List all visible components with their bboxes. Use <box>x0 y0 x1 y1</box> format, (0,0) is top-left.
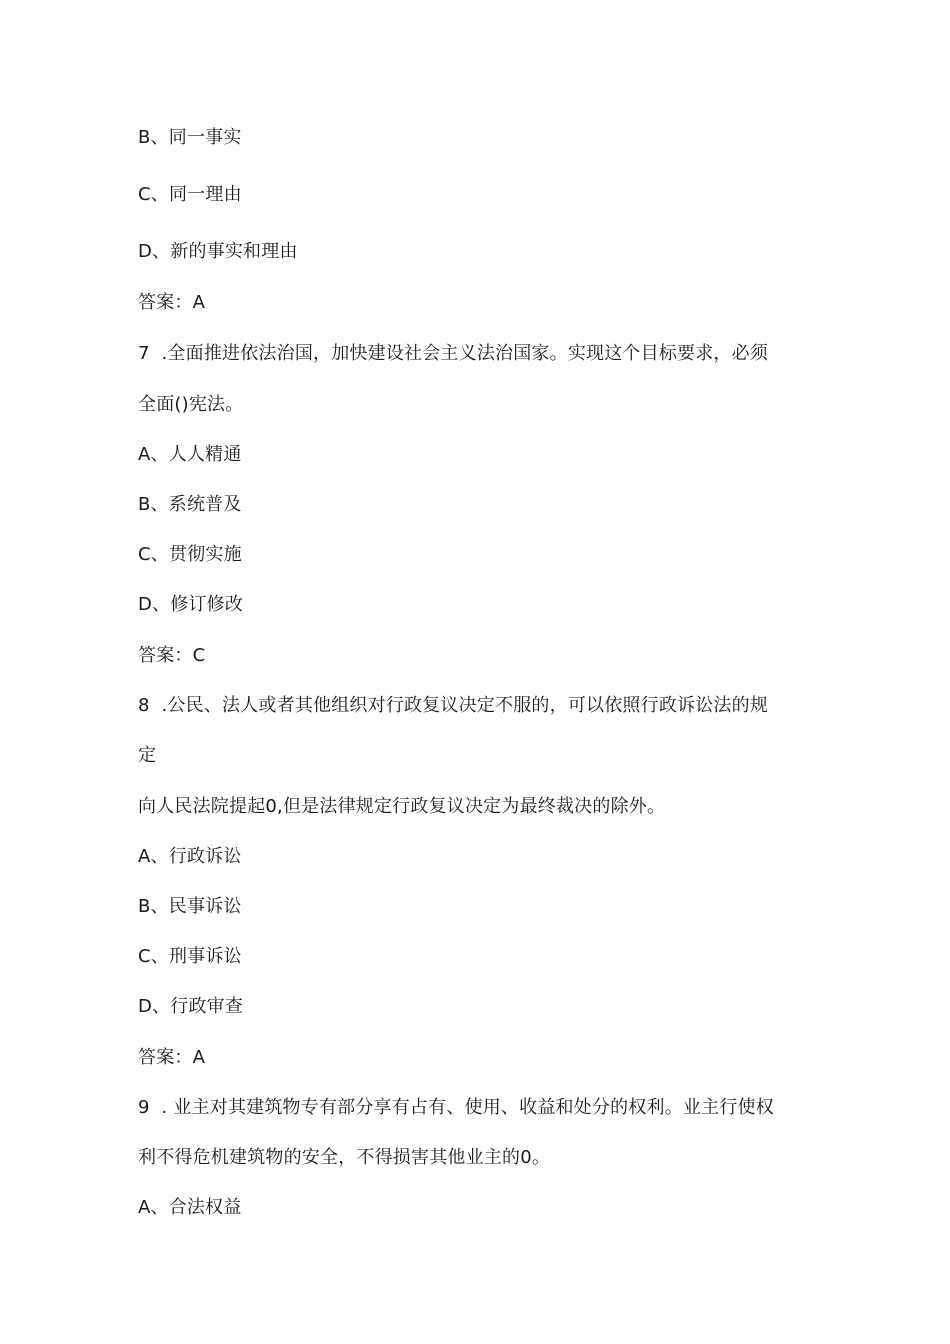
q9-option-a: A、合法权益 <box>138 1197 242 1218</box>
question-9-text-cont: 利不得危机建筑物的安全，不得损害其他业主的0。 <box>138 1147 551 1168</box>
q7-option-a: A、人人精通 <box>138 444 242 465</box>
answer-line: 答案：A <box>138 292 206 313</box>
option-c-line: C、同一理由 <box>138 184 242 205</box>
q7-option-b: B、系统普及 <box>138 494 242 515</box>
q7-option-d: D、修订修改 <box>138 594 244 615</box>
question-8-text-cont: 定 <box>138 745 157 766</box>
question-8-text: 8 .公民、法人或者其他组织对行政复议决定不服的，可以依照行政诉讼法的规 <box>138 695 769 716</box>
q8-option-b: B、民事诉讼 <box>138 896 242 917</box>
q8-option-a: A、行政诉讼 <box>138 846 242 867</box>
option-d-line: D、新的事实和理由 <box>138 241 298 262</box>
option-b-line: B、同一事实 <box>138 127 242 148</box>
q8-answer: 答案：A <box>138 1047 206 1068</box>
question-9-text: 9 . 业主对其建筑物专有部分享有占有、使用、收益和处分的权利。业主行使权 <box>138 1097 774 1118</box>
question-7-text: 7 .全面推进依法治国，加快建设社会主义法治国家。实现这个目标要求，必须 <box>138 343 769 364</box>
question-8-text-cont2: 向人民法院提起0,但是法律规定行政复议决定为最终裁决的除外。 <box>138 796 666 817</box>
q7-answer: 答案：C <box>138 645 206 666</box>
q8-option-d: D、行政审查 <box>138 996 244 1017</box>
q8-option-c: C、刑事诉讼 <box>138 946 242 967</box>
question-7-text-cont: 全面()宪法。 <box>138 394 244 415</box>
q7-option-c: C、贯彻实施 <box>138 544 242 565</box>
